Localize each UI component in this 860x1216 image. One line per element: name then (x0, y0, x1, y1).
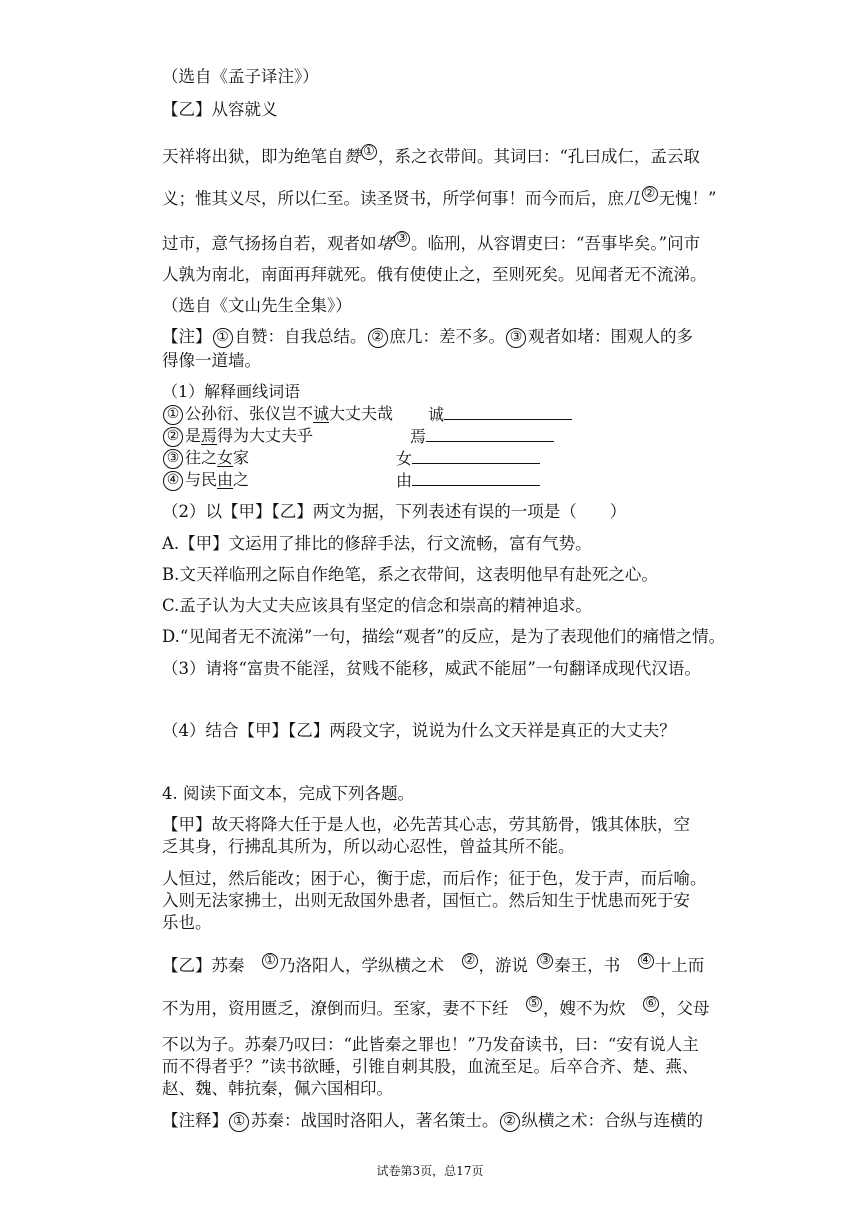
answer-label: 焉 (410, 427, 427, 446)
text: 之 (233, 470, 250, 489)
question-1d (162, 469, 249, 492)
text: 义；惟其义尽，所以仁至。读圣贤书，所学何事！而今而后，庶 (162, 189, 624, 208)
footnote-mark: ⑤ (526, 996, 542, 1012)
footnote-mark: ③ (394, 231, 410, 247)
option-d[interactable]: D.“见闻者无不流涕”一句，描绘“观者”的反应，是为了表现他们的痛惜之情。 (162, 627, 726, 646)
question-3: （3）请将“富贵不能淫，贫贱不能移，威武不能屈”一句翻译成现代汉语。 (162, 659, 701, 678)
footnote-mark: ② (462, 953, 478, 969)
item-mark: ④ (163, 471, 183, 491)
footnote-mark: ⑥ (643, 996, 659, 1012)
answer-blank[interactable] (426, 425, 554, 442)
underlined-word: 焉 (201, 426, 218, 445)
text: 是 (185, 426, 202, 445)
text: 苏秦：战国时洛阳人，著名策士。 (251, 1111, 499, 1130)
text: 【注】 (162, 327, 212, 346)
text: ，嫂不为炊 (543, 999, 626, 1018)
answer-blank[interactable] (444, 403, 572, 420)
note-line-2: 得像一道墙。 (162, 351, 261, 370)
passage-yi-line-3 (162, 233, 700, 255)
option-b[interactable]: B.文天祥临刑之际自作绝笔，系之衣带间，这表明他早有赴死之心。 (162, 565, 658, 584)
underlined-word: 诚 (313, 404, 330, 423)
note-mark: ③ (506, 328, 526, 348)
text: 【乙】苏秦 (162, 956, 245, 975)
answer-label: 由 (396, 471, 413, 490)
passage-yi2-line-3: 不以为子。苏秦乃叹曰：“此皆秦之罪也！”乃发奋读书，曰：“安有说人主 (162, 1035, 699, 1054)
answer-blank[interactable] (412, 447, 540, 464)
text: 庶几：差不多。 (389, 327, 505, 346)
text: 十上而 (654, 956, 705, 975)
question-1b (162, 425, 313, 448)
question-1a (162, 403, 393, 426)
question-1c (162, 447, 249, 470)
note-mark: ① (229, 1112, 249, 1132)
section-yi-title: 【乙】从容就义 (162, 100, 278, 119)
passage-jia-line-5: 乐也。 (162, 913, 212, 932)
footnote-mark: ④ (638, 953, 654, 969)
source-mengzi: （选自《孟子译注》） (162, 67, 319, 86)
answer-1b (410, 425, 554, 448)
text: ，游说 (478, 956, 528, 975)
passage-yi-line-2 (162, 188, 716, 210)
text: 几 (624, 189, 641, 208)
text: 无愧！” (658, 189, 717, 208)
footnote-mark: ③ (537, 953, 553, 969)
passage-jia-line-2: 乏其身，行拂乱其所为，所以动心忍性，曾益其所不能。 (162, 837, 575, 856)
footnote-mark: ② (642, 186, 658, 202)
note-mark: ② (368, 328, 388, 348)
underlined-word: 女 (217, 448, 234, 467)
text: 大丈夫哉 (329, 404, 394, 423)
note-mark: ① (213, 328, 233, 348)
passage-jia-line-3: 人恒过，然后能改；困于心，衡于虑，而后作；征于色，发于声，而后喻。 (162, 869, 707, 888)
text: 赞 (343, 147, 360, 166)
page-footer: 试卷第3页，总17页 (376, 1164, 484, 1178)
answer-label: 女 (396, 449, 413, 468)
text: 【注释】 (162, 1111, 228, 1130)
text: 乃洛阳人，学纵横之术 (279, 956, 444, 975)
text: 得为大丈夫乎 (217, 426, 314, 445)
text: 与民 (185, 470, 218, 489)
text: 秦王，书 (554, 956, 621, 975)
note-line-1 (162, 326, 693, 349)
text: 天祥将出狱，即为绝笔自 (162, 147, 344, 166)
text: 观者如堵：围观人的多 (528, 327, 693, 346)
option-c[interactable]: C.孟子认为大丈夫应该具有坚定的信念和崇高的精神追求。 (162, 596, 592, 615)
passage-jia-line-1: 【甲】故天将降大任于是人也，必先苦其心志，劳其筋骨，饿其体肤，空 (162, 815, 690, 834)
answer-1c (396, 447, 540, 470)
item-mark: ① (163, 405, 183, 425)
passage-yi-line-1 (162, 146, 700, 168)
text: 堵 (376, 234, 393, 253)
passage-yi2-line-5: 赵、魏、韩抗秦，佩六国相印。 (162, 1079, 393, 1098)
question-2: （2）以【甲】【乙】两文为据，下列表述有误的一项是（ ） (162, 502, 627, 521)
passage-yi2-line-4: 而不得者乎？”读书欲睡，引锥自刺其股，血流至足。后卒合齐、楚、燕、 (162, 1057, 699, 1076)
annotation-line-1 (162, 1110, 703, 1133)
text: 过市，意气扬扬自若，观者如 (162, 234, 377, 253)
text: ，系之衣带间。其词曰：“孔曰成仁，孟云取 (378, 147, 700, 166)
passage-jia-line-4: 入则无法家拂士，出则无敌国外患者，国恒亡。然后知生于忧患而死于安 (162, 891, 690, 910)
item-mark: ③ (163, 449, 183, 469)
text: 自赞：自我总结。 (234, 327, 367, 346)
passage-yi-line-4: 人孰为南北，南面再拜就死。俄有使使止之，至则死矣。见闻者无不流涕。 (162, 265, 707, 284)
question-1-title: （1）解释画线词语 (162, 382, 301, 401)
source-wenshan: （选自《文山先生全集》） (162, 296, 352, 315)
footnote-mark: ① (262, 953, 278, 969)
problem-4-title: 4. 阅读下面文本，完成下列各题。 (162, 784, 414, 803)
note-mark: ② (500, 1112, 520, 1132)
text: 纵横之术：合纵与连横的 (521, 1111, 703, 1130)
item-mark: ② (163, 427, 183, 447)
text: 公孙衍、张仪岂不 (185, 404, 314, 423)
text: 。临刑，从容谓吏曰：“吾事毕矣。”问市 (411, 234, 701, 253)
text: ，父母 (660, 999, 710, 1018)
passage-yi2-line-2 (162, 998, 710, 1020)
underlined-word: 由 (217, 470, 234, 489)
answer-label: 诚 (428, 405, 445, 424)
footnote-mark: ① (361, 144, 377, 160)
answer-blank[interactable] (412, 469, 540, 486)
answer-1a (428, 403, 572, 426)
text: 家 (233, 448, 250, 467)
question-4: （4）结合【甲】【乙】两段文字，说说为什么文天祥是真正的大丈夫？ (162, 721, 676, 740)
option-a[interactable]: A.【甲】文运用了排比的修辞手法，行文流畅，富有气势。 (162, 534, 592, 553)
text: 往之 (185, 448, 218, 467)
text: 不为用，资用匮乏，潦倒而归。至家，妻不下纴 (162, 999, 509, 1018)
passage-yi2-line-1 (162, 955, 704, 977)
answer-1d (396, 469, 540, 492)
